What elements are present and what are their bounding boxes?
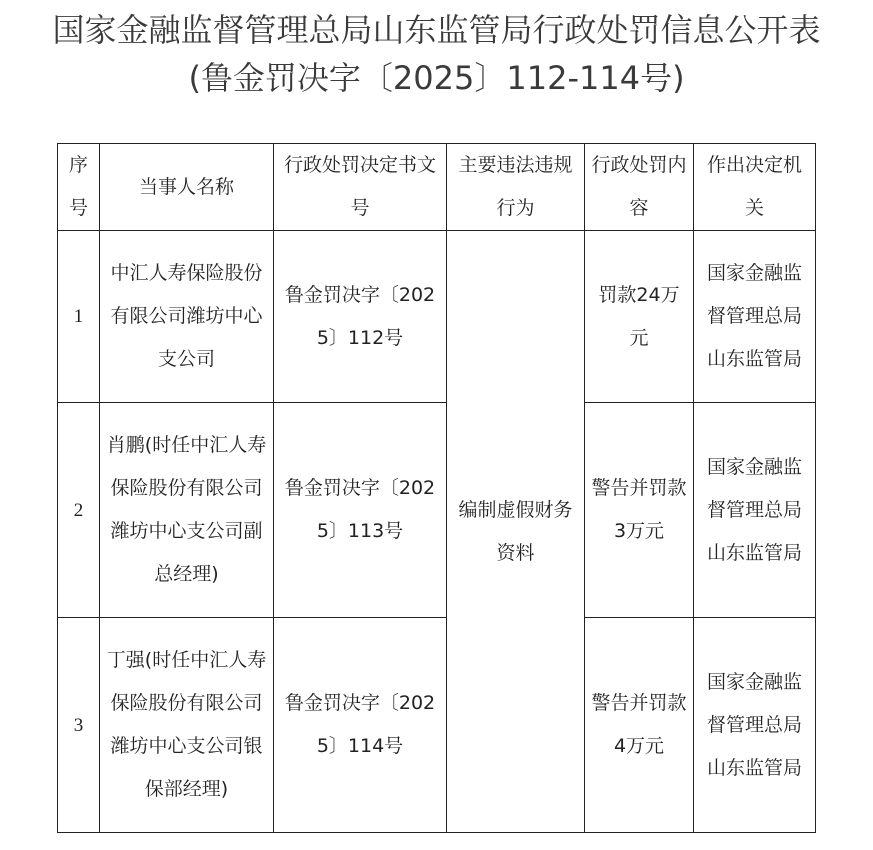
row-number: 2: [58, 403, 100, 618]
table-row: [58, 231, 816, 403]
row-number: 3: [58, 618, 100, 833]
penalty-content: 警告并罚款4万元: [585, 618, 694, 833]
page-title: [0, 6, 873, 102]
table-row: [58, 618, 816, 833]
penalty-table: [57, 143, 816, 833]
deciding-authority: 国家金融监督管理总局山东监管局: [694, 618, 816, 833]
party-name: 丁强(时任中汇人寿保险股份有限公司潍坊中心支公司银保部经理): [100, 618, 274, 833]
title-line-2: (鲁金罚决字〔2025〕112-114号): [188, 59, 685, 97]
table-header-row: [58, 144, 816, 231]
title-line-1: 国家金融监督管理总局山东监管局行政处罚信息公开表: [52, 11, 821, 49]
table-row: [58, 403, 816, 618]
header-decision: 行政处罚决定书文号: [274, 144, 447, 231]
penalty-content: 警告并罚款3万元: [585, 403, 694, 618]
violation-cell: 编制虚假财务资料: [447, 231, 585, 833]
header-party: 当事人名称: [100, 144, 274, 231]
decision-number: 鲁金罚决字〔2025〕113号: [274, 403, 447, 618]
header-authority: 作出决定机关: [694, 144, 816, 231]
deciding-authority: 国家金融监督管理总局山东监管局: [694, 231, 816, 403]
decision-number: 鲁金罚决字〔2025〕114号: [274, 618, 447, 833]
deciding-authority: 国家金融监督管理总局山东监管局: [694, 403, 816, 618]
row-number: 1: [58, 231, 100, 403]
header-violation: 主要违法违规行为: [447, 144, 585, 231]
decision-number: 鲁金罚决字〔2025〕112号: [274, 231, 447, 403]
header-no: 序号: [58, 144, 100, 231]
party-name: 肖鹏(时任中汇人寿保险股份有限公司潍坊中心支公司副总经理): [100, 403, 274, 618]
penalty-content: 罚款24万元: [585, 231, 694, 403]
header-penalty: 行政处罚内容: [585, 144, 694, 231]
party-name: 中汇人寿保险股份有限公司潍坊中心支公司: [100, 231, 274, 403]
